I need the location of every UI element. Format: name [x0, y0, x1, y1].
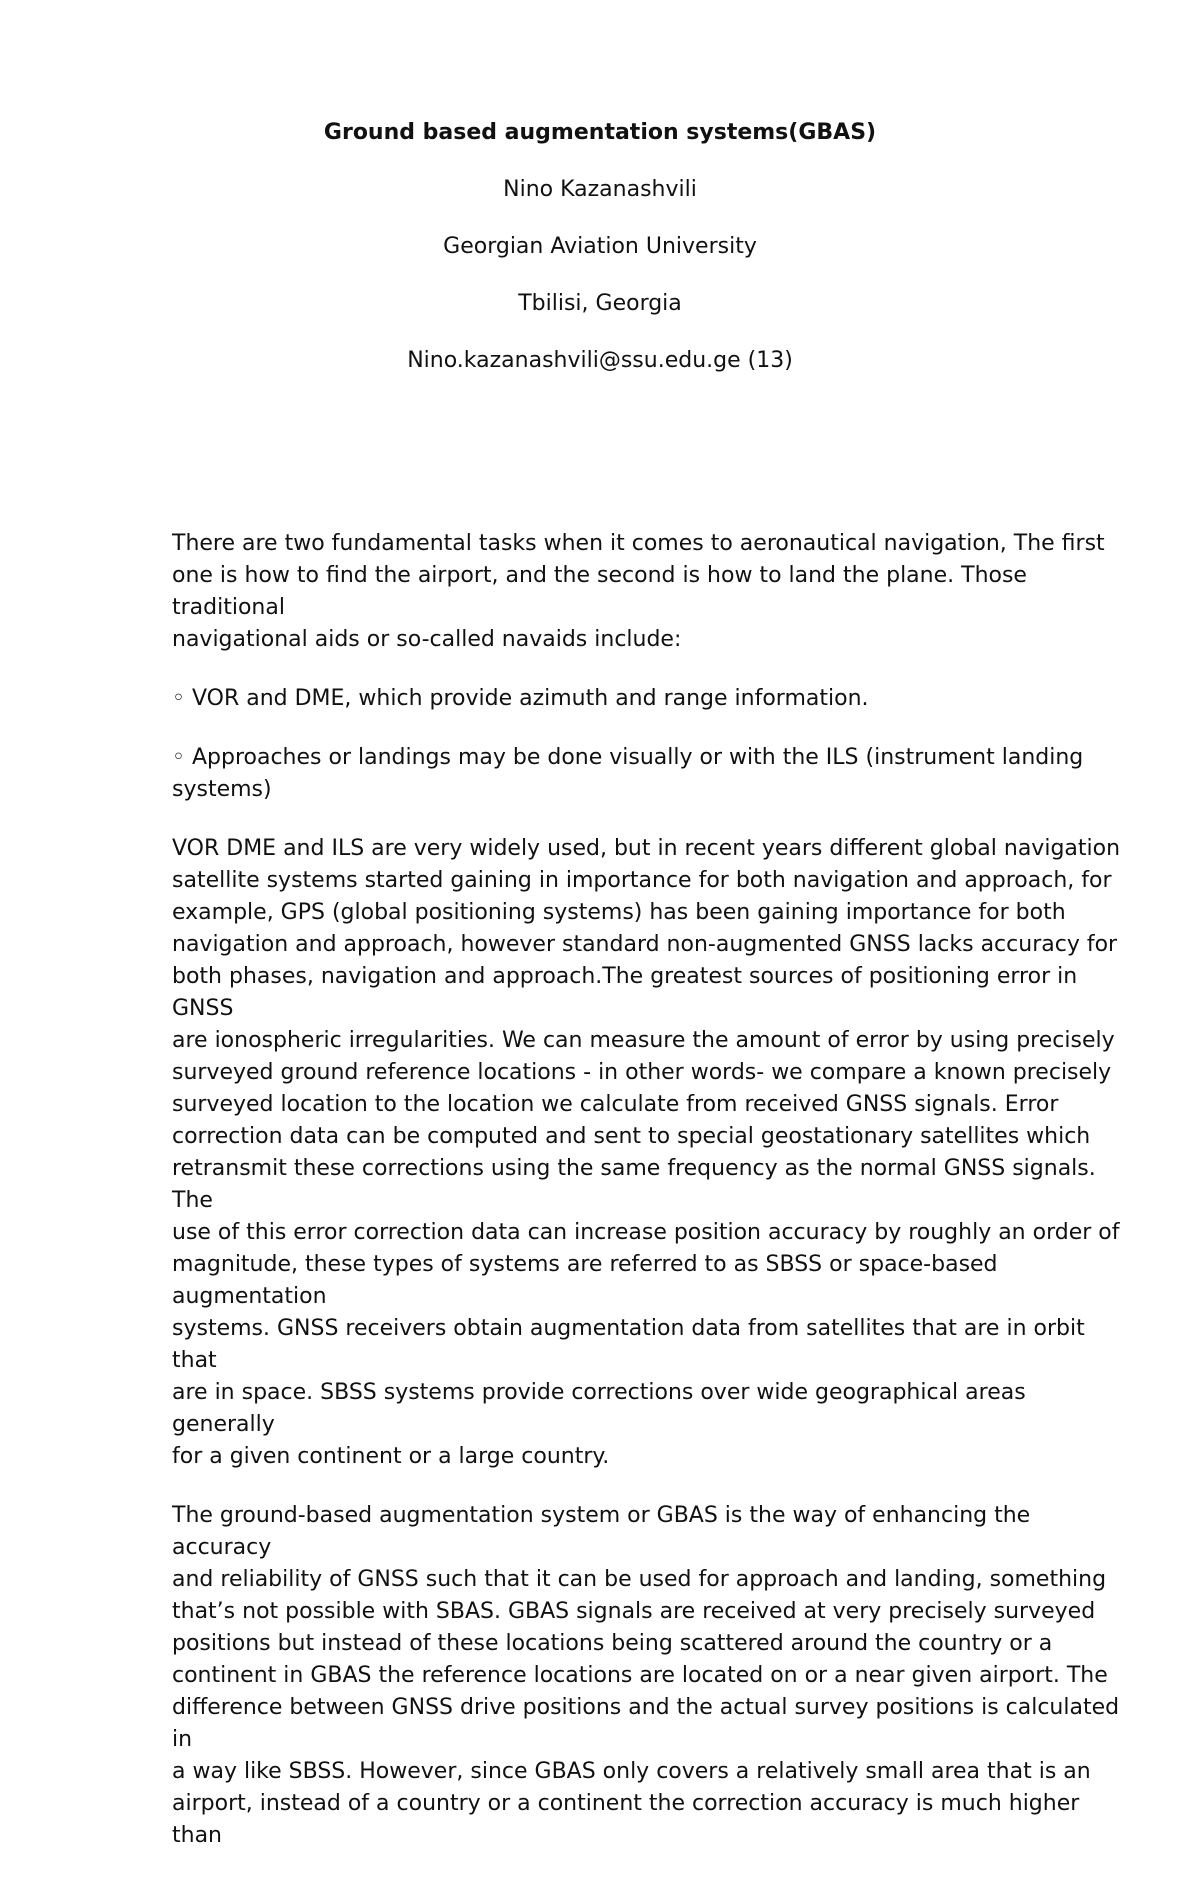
author-name: Nino Kazanashvili: [503, 177, 697, 202]
author-email: Nino.kazanashvili@ssu.edu.ge (13): [407, 348, 793, 373]
bullet-item-vor-dme: ◦ VOR and DME, which provide azimuth and range information.: [172, 686, 869, 711]
author-location: Tbilisi, Georgia: [518, 291, 682, 316]
document-body: [172, 528, 1127, 1879]
author-affiliation: Georgian Aviation University: [443, 234, 757, 259]
document-header: [0, 117, 1200, 402]
gnss-paragraph: VOR DME and ILS are very widely used, but in recent years different global navigation satellite systems started gaining in importance for both navigation and approach, for example, GPS (global positioning systems) has been gaining importance for both navigation and approach, however standard non-augmented GNSS lacks accuracy for both phases, navigation and approach.The greatest sources of positioning error in GNSS are ionospheric irregularities. We can measure the amount of error by using precisely surveyed ground reference locations - in other words- we compare a known precisely surveyed location to the location we calculate from received GNSS signals. Error correction data can be computed and sent to special geostationary satellites which retransmit these corrections using the same frequency as the normal GNSS signals. The use of this error correction data can increase position accuracy by roughly an order of magnitude, these types of systems are referred to as SBSS or space-based augmentation systems. GNSS receivers obtain augmentation data from satellites that are in orbit that are in space. SBSS systems provide corrections over wide geographical areas generally for a given continent or a large country.: [172, 836, 1121, 1469]
intro-paragraph: There are two fundamental tasks when it comes to aeronautical navigation, The first one is how to find the airport, and the second is how to land the plane. Those traditional navigational aids or so-called navaids include:: [172, 531, 1105, 652]
gbas-paragraph: The ground-based augmentation system or GBAS is the way of enhancing the accuracy and reliability of GNSS such that it can be used for approach and landing, something that’s not possible with SBAS. GBAS signals are received at very precisely surveyed positions but instead of these locations being scattered around the country or a continent in GBAS the reference locations are located on or a near given airport. The difference between GNSS drive positions and the actual survey positions is calculated in a way like SBSS. However, since GBAS only covers a relatively small area that is an airport, instead of a country or a continent the correction accuracy is much higher than: [172, 1503, 1120, 1848]
bullet-item-ils: ◦ Approaches or landings may be done visually or with the ILS (instrument landing systems): [172, 745, 1084, 802]
document-title: Ground based augmentation systems(GBAS): [323, 120, 877, 145]
